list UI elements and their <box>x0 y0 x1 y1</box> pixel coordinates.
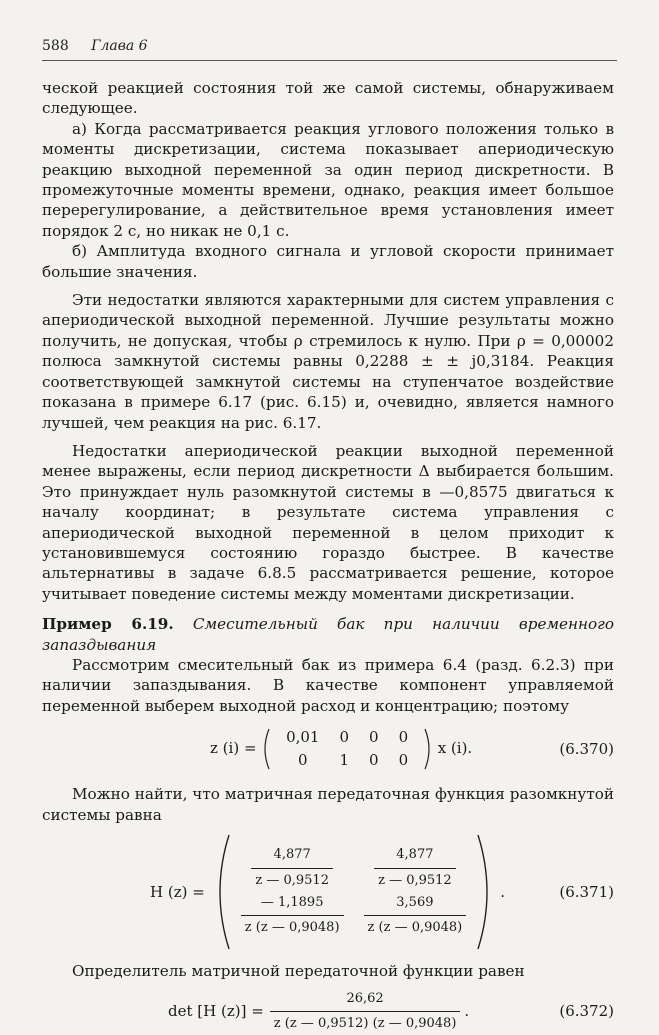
eq372-tail: . <box>464 1002 470 1021</box>
numerator: 3,569 <box>396 895 434 910</box>
matrix-370 <box>276 726 418 771</box>
eq371-lhs: H (z) = <box>150 882 205 901</box>
paragraph-example-intro: Рассмотрим смесительный бак из примера 6.4 (разд. 6.2.3) при наличии запаздывания. В качестве компонент управляемой переменной выберем выходной расход и концентрацию; поэтому <box>42 655 614 715</box>
denominator: z — 0,9512 <box>374 868 456 891</box>
equation-6-372 <box>42 987 614 1035</box>
paragraph-transfer: Можно найти, что матричная передаточная функция разомкнутой системы равна <box>42 785 614 824</box>
equation-6-371 <box>42 831 614 953</box>
equation-6-370 <box>42 722 614 776</box>
equation-number: (6.370) <box>559 739 614 758</box>
denominator: z (z — 0,9048) <box>364 915 467 938</box>
paragraph-continuation: ческой реакцией состояния той же самой системы, обнаруживаем следующее. <box>42 79 614 118</box>
matrix-cell <box>354 892 477 940</box>
numerator: 4,877 <box>273 847 311 863</box>
denominator: z — 0,9512 <box>251 868 333 891</box>
matrix-cell: 0 <box>339 728 350 747</box>
paragraph-a: а) Когда рассматривается реакция углового положения только в моменты дискретизации, система показывает апериодическую реакцию выходной переменной за один период дискретности. В промежуточные моменты времени, однако, реакция имеет большое перерегулирование, а действительное время установления имеет порядок 2 с, но никак не 0,1 с. <box>42 119 614 240</box>
paragraph-determinant: Определитель матричной передаточной функции равен <box>72 962 525 980</box>
eq370-rhs: x (i). <box>437 739 473 758</box>
page-number: 588 <box>42 38 69 54</box>
example-title: Смесительный бак при наличии временного запаздывания <box>42 615 614 654</box>
body-text <box>42 78 614 1035</box>
running-header <box>42 38 148 54</box>
right-paren-icon <box>476 833 496 951</box>
matrix-cell <box>231 892 354 940</box>
equation-number: (6.371) <box>559 882 614 901</box>
eq370-lhs: z (i) = <box>210 739 257 758</box>
matrix-cell: 0,01 <box>286 728 320 747</box>
header-rule <box>42 60 617 61</box>
matrix-cell: 0 <box>398 750 409 769</box>
eq372-lhs: det [H (z)] = <box>168 1002 264 1021</box>
right-paren-icon <box>423 727 433 771</box>
matrix-cell: 1 <box>339 750 350 769</box>
denominator: z (z — 0,9512) (z — 0,9048) <box>270 1011 461 1034</box>
numerator: 26,62 <box>346 990 384 1006</box>
matrix-cell: 0 <box>298 750 308 769</box>
left-paren-icon <box>211 833 231 951</box>
numerator: 4,877 <box>396 847 434 863</box>
matrix-cell: 0 <box>398 728 409 747</box>
paragraph-drawbacks: Эти недостатки являются характерными для систем управления с апериодической выходной переменной. Лучшие результаты можно получить, не допуская, чтобы ρ стремилось к нулю. При ρ = 0,00002 полюса замкнутой системы равны 0,2288 ± ± j0,3184. Реакция соответствующей замкнутой системы на ступенчатое воздействие показана в примере 6.17 (рис. 6.15) и, очевидно, является намного лучшей, чем реакция на рис. 6.17. <box>42 291 614 432</box>
numerator: — 1,1895 <box>260 895 324 910</box>
denominator: z (z — 0,9048) <box>241 915 344 938</box>
example-heading <box>42 614 614 655</box>
paragraph-sampling: Недостатки апериодической реакции выходной переменной менее выражены, если период дискретности Δ выбирается большим. Это принуждает нуль разомкнутой системы в —0,8575 двигаться к началу координат; в результате система управления с апериодической выходной переменной в целом приходит к установившемуся состоянию гораздо быстрее. В качестве альтернативы в задаче 6.8.5 рассматривается решение, которое учитывает поведение системы между моментами дискретизации. <box>42 441 614 603</box>
matrix-cell <box>354 844 477 892</box>
paragraph-b: б) Амплитуда входного сигнала и угловой скорости принимает большие значения. <box>42 242 614 281</box>
matrix-371 <box>231 844 476 940</box>
eq371-tail: . <box>500 882 506 901</box>
equation-number: (6.372) <box>559 1002 614 1021</box>
matrix-cell: 0 <box>369 728 379 747</box>
example-label: Пример 6.19. <box>42 615 174 634</box>
left-paren-icon <box>261 727 271 771</box>
matrix-cell: 0 <box>369 750 379 769</box>
matrix-cell <box>231 844 354 892</box>
chapter-title: Глава 6 <box>91 38 148 54</box>
